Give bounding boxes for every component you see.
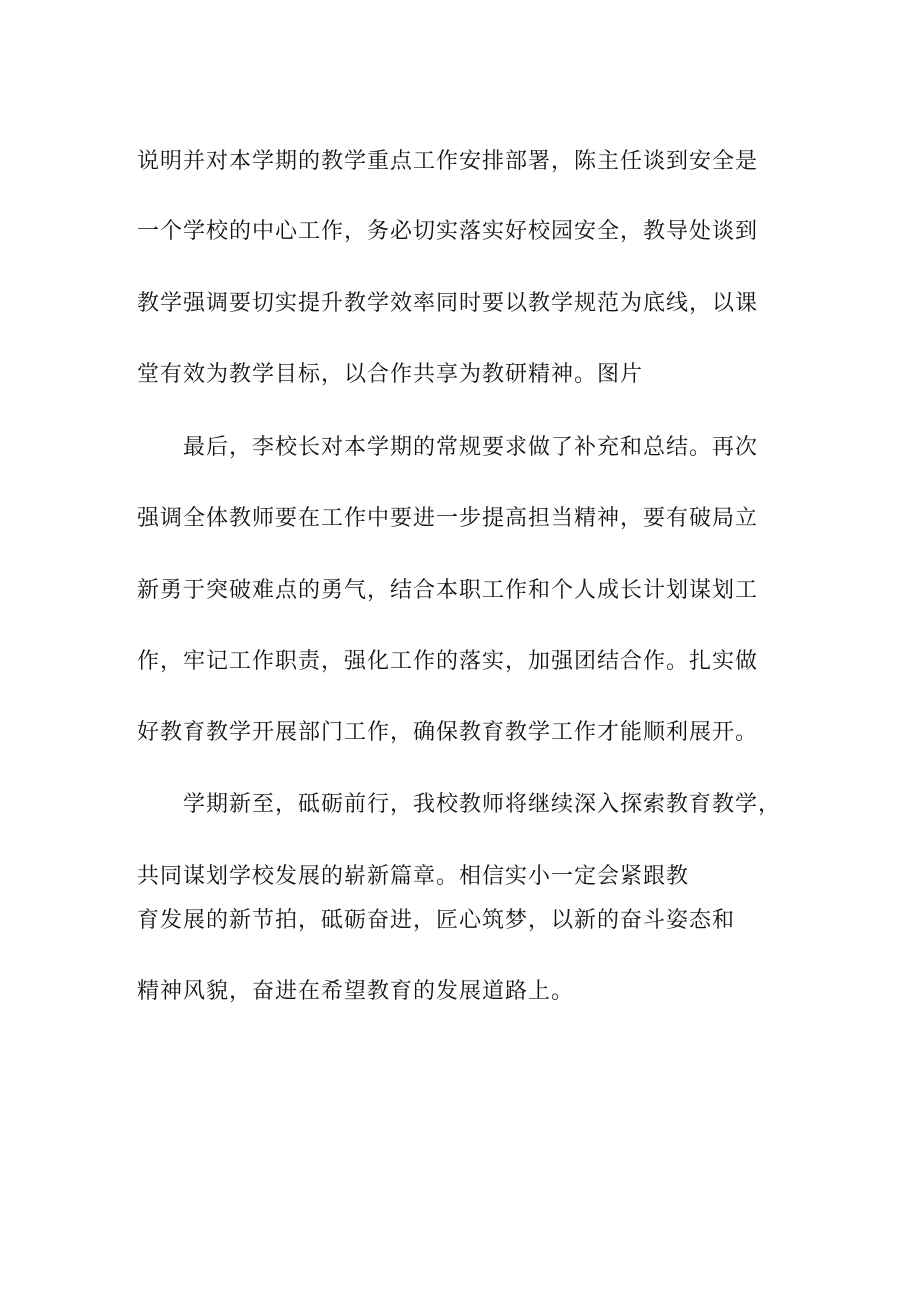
paragraph-line: 教学强调要切实提升教学效率同时要以教学规范为底线，以课: [137, 291, 759, 316]
paragraph-line: 说明并对本学期的教学重点工作安排部署，陈主任谈到安全是: [137, 149, 759, 174]
paragraph-line: 一个学校的中心工作，务必切实落实好校园安全，教导处谈到: [137, 219, 759, 244]
paragraph-line: 好教育教学开展部门工作，确保教育教学工作才能顺利展开。: [137, 720, 759, 745]
paragraph-line: 堂有效为教学目标，以合作共享为教研精神。图片: [137, 362, 644, 387]
paragraph-line: 作，牢记工作职责，强化工作的落实，加强团结合作。扎实做: [137, 649, 759, 674]
paragraph-line: 最后，李校长对本学期的常规要求做了补充和总结。再次: [137, 435, 759, 460]
paragraph-line: 精神风貌，奋进在希望教育的发展道路上。: [137, 979, 575, 1004]
paragraph-line: 新勇于突破难点的勇气，结合本职工作和个人成长计划谋划工: [137, 578, 759, 603]
paragraph-line: 强调全体教师要在工作中要进一步提高担当精神，要有破局立: [137, 506, 759, 531]
paragraph-line: 育发展的新节拍，砥砺奋进，匠心筑梦，以新的奋斗姿态和: [137, 908, 736, 933]
paragraph-line: 共同谋划学校发展的崭新篇章。相信实小一定会紧跟教: [137, 864, 690, 889]
paragraph-line: 学期新至，砥砺前行，我校教师将继续深入探索教育教学，: [137, 792, 782, 817]
